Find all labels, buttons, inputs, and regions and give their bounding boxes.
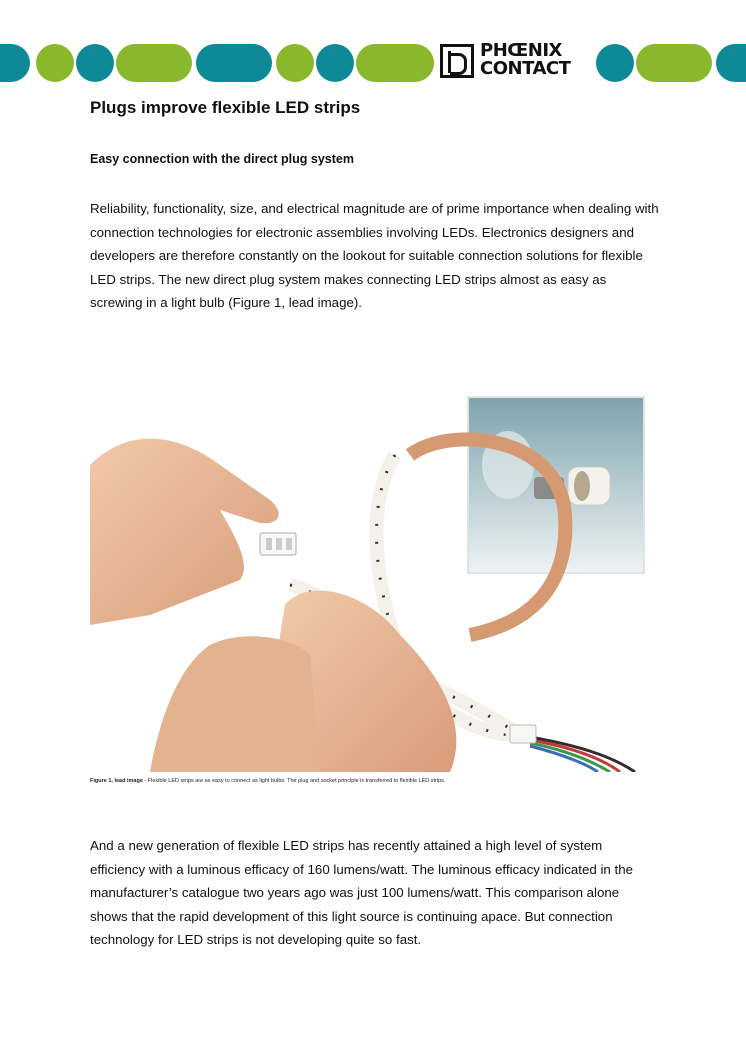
figure-caption [90,778,445,784]
lead-image [90,395,650,772]
right-hand-palm [150,636,320,772]
socket-opening [574,471,590,501]
article-subtitle: Easy connection with the direct plug system [90,152,354,166]
banner-dot [36,44,74,82]
phoenix-contact-logo [440,42,592,82]
banner-pill [356,44,434,82]
banner-pill [196,44,272,82]
banner-dot [76,44,114,82]
article-paragraph: And a new generation of flexible LED strips has recently attained a high level of system efficiency with a luminous efficacy of 160 lumens/watt. The luminous efficacy indicated in the manufacturer’s catalogue two years ago was just 100 lumens/watt. This comparison alone shows that the rapid development of this light source is continuing apace. But connection technology for LED strips is not developing quite so fast. [90,838,634,947]
figure-caption-label: Figure 1, lead image [90,778,143,784]
banner-dot [276,44,314,82]
plug-contact [286,538,292,550]
header-banner [0,40,746,84]
plug-contact [266,538,272,550]
article-paragraph: Reliability, functionality, size, and electrical magnitude are of prime importance when dealing with connection technologies for electronic assemblies involving LEDs. Electronics designers and developers are therefore constantly on the lookout for suitable connection solutions for flexible LED strips. The new direct plug system makes connecting LED strips almost as easy as screwing in a light bulb (Figure 1, lead image). [90,201,659,310]
banner-dot [316,44,354,82]
banner-dot [0,44,30,82]
led-strip-photo [90,395,650,772]
left-hand [90,439,279,625]
banner-dot [596,44,634,82]
logo-mark-icon [440,44,474,78]
plug-contact [276,538,282,550]
logo-text [480,42,570,78]
article-title: Plugs improve flexible LED strips [90,98,361,117]
figure-caption-text: - Flexible LED strips are as easy to connect as light bulbs: The plug and socket principle is transferred to flexible LED strips. [142,778,446,784]
connector-end [510,725,536,743]
banner-dot [716,44,746,82]
banner-pill [116,44,192,82]
banner-pill [636,44,712,82]
logo-line1: PHŒNIX [480,40,562,61]
logo-line2: CONTACT [480,58,571,79]
